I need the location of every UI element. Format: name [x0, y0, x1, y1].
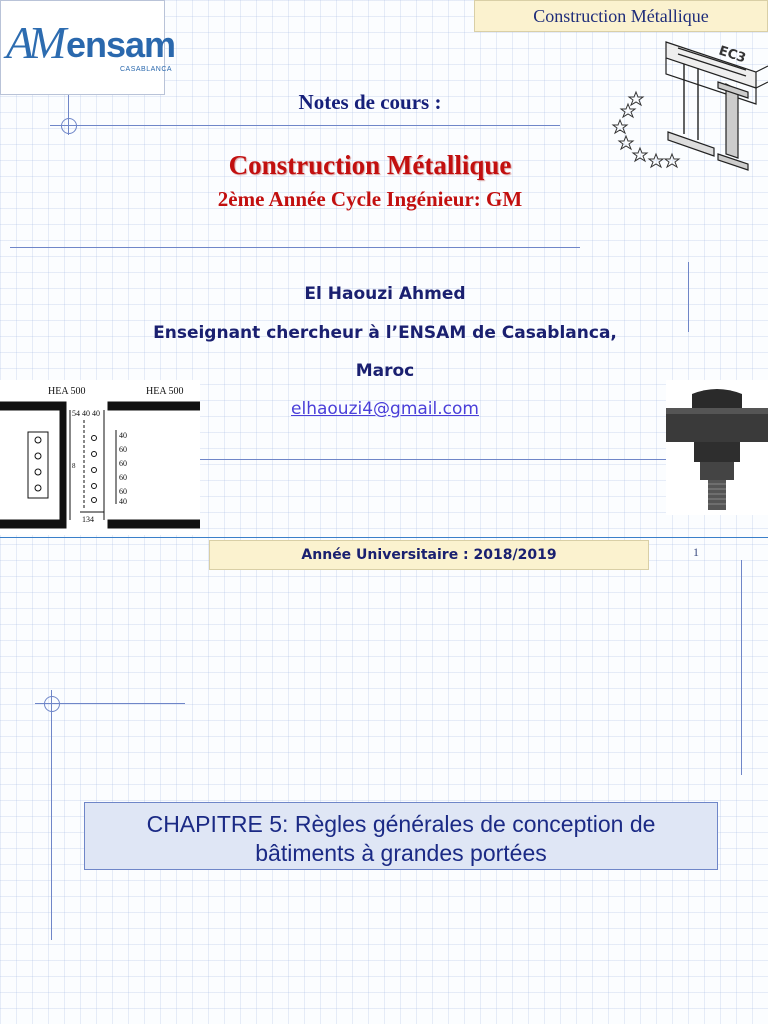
bolt-image	[666, 380, 768, 515]
drawing-dim: 60	[119, 459, 127, 468]
decor-line	[198, 459, 668, 460]
course-title: Construction Métallique	[228, 150, 512, 180]
eurocode-beam-illustration	[606, 34, 768, 174]
author-email-link[interactable]: elhaouzi4@gmail.com	[291, 399, 479, 419]
decor-crosshair	[44, 696, 60, 712]
course-subtitle: 2ème Année Cycle Ingénieur: GM	[217, 187, 523, 211]
chapter-title-line1: CHAPITRE 5: Règles générales de conception de	[146, 811, 656, 837]
decor-crosshair	[61, 118, 77, 134]
beam-connection-drawing	[0, 380, 200, 535]
decor-line	[68, 95, 69, 135]
drawing-label-left: HEA 500	[48, 386, 86, 397]
author-position: Enseignant chercheur à l’ENSAM de Casablanca,	[153, 323, 617, 343]
author-country: Maroc	[355, 361, 415, 381]
drawing-top-dims: 54 40 40	[72, 409, 100, 418]
chapter-title-line2: bâtiments à grandes portées	[255, 840, 547, 866]
header-title: Construction Métallique	[533, 6, 709, 26]
decor-line	[50, 125, 560, 126]
drawing-bottom-dim: 134	[82, 515, 94, 524]
drawing-dim: 40	[119, 431, 127, 440]
decor-line	[0, 537, 768, 538]
logo-mark: AM	[6, 17, 61, 68]
drawing-label-right: HEA 500	[146, 386, 184, 397]
drawing-dim: 40	[119, 497, 127, 506]
notes-label: Notes de cours :	[298, 90, 442, 114]
drawing-small-dim: 8	[72, 462, 76, 470]
logo-name: ensam	[66, 24, 176, 65]
drawing-dim: 60	[119, 445, 127, 454]
decor-line	[10, 247, 580, 248]
decor-line	[51, 690, 52, 940]
logo-subtitle: CASABLANCA	[120, 66, 173, 73]
decor-line	[741, 560, 742, 775]
academic-year: Année Universitaire : 2018/2019	[301, 547, 557, 563]
page-number: 1	[693, 545, 699, 559]
decor-line	[688, 262, 689, 332]
drawing-dim: 60	[119, 487, 127, 496]
svg-text:EC3: EC3	[716, 43, 748, 67]
author-name: El Haouzi Ahmed	[304, 284, 466, 304]
drawing-dim: 60	[119, 473, 127, 482]
